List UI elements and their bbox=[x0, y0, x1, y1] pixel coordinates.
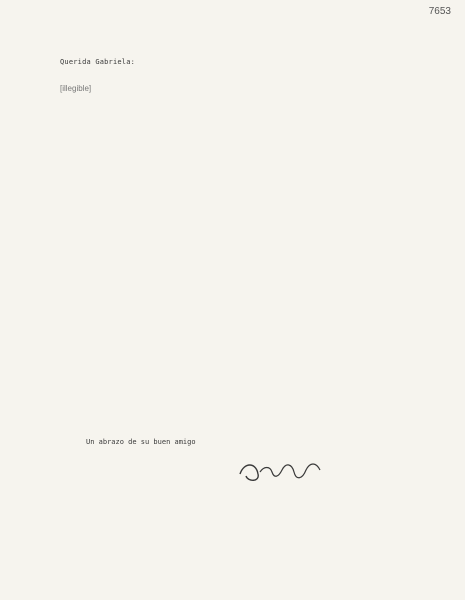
illegible-body: [illegible] bbox=[60, 84, 92, 93]
closing: Un abrazo de su buen amigo bbox=[86, 438, 196, 446]
signature-mark bbox=[236, 452, 326, 488]
document-id: 7653 bbox=[428, 6, 451, 17]
greeting: Querida Gabriela: bbox=[60, 58, 136, 66]
